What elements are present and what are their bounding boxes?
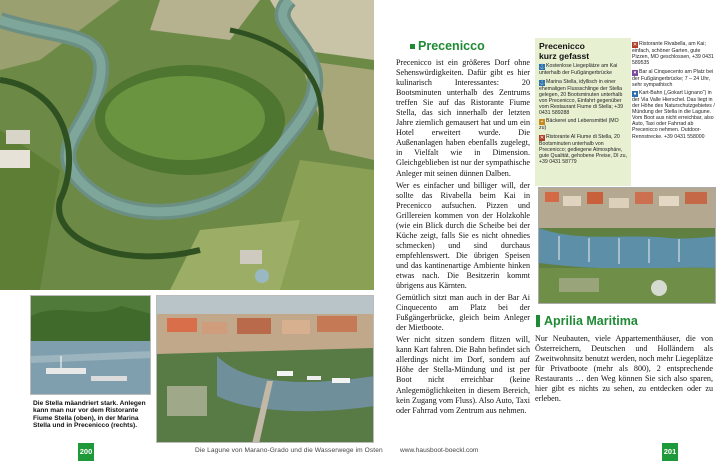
photo-caption: Die Stella mäandriert stark. Anlegen kann man nur vor dem Ristorante Fiume Stella (oben), in der Marina Stella und in Precenicco (rechts).: [30, 398, 152, 432]
infobox-item: ● Kart-Bahn („Gokart Lignano“) in der Via Valle Hierschel. Das liegt in der Höhe des Naturschutzgebietes / Mündung der Stella in die Lagune. Vom Boot aus nicht erreichbar, also Auto, Taxi oder Fahrrad ab Precenicco nehmen. Outdoor-Rennstrecke. +39 0431 558000: [632, 90, 715, 140]
heading-text: Aprilia Maritima: [544, 314, 638, 328]
restaurant-icon: ✕: [632, 42, 638, 48]
kart-icon: ●: [633, 91, 637, 98]
paragraph: Gemütlich sitzt man auch in der Bar Ai Cinquecento am Platz bei der Fußgängerbrücke, gleich beim Anleger der Mietboote.: [396, 293, 530, 333]
page-number-right: 201: [662, 443, 678, 461]
bullet-icon: [410, 44, 415, 49]
section-heading-precenicco: [410, 39, 485, 53]
infobox-column-2: [632, 41, 716, 142]
footer-title: Die Lagune von Marano-Grado und die Wasserwege im Osten: [195, 447, 383, 454]
infobox-item: ✕ Ristorante Rivabella, am Kai; einfach, schöner Garten, gute Pizzen, MO geschlossen, +39 0431 589535: [632, 41, 714, 67]
shop-icon: ▪: [539, 119, 545, 125]
infobox-item: ⚓Kostenlose Liegeplätze am Kai unterhalb der Fußgängerbrücke: [539, 63, 618, 76]
infobox-item: ⚓Marina Stella, idyllisch in einer ehemaligen Flussschlinge der Stella gelegen, 20 Bootsminuten unterhalb von Precenicco, Einfahrt gegenüber vom Restaurant Fiume di Stella; +39 0431 589288: [539, 78, 624, 116]
infobox-kurz-gefasst: [535, 38, 631, 186]
page-number-left: 200: [78, 443, 94, 461]
footer-url: www.hausboot-boeckl.com: [400, 447, 479, 454]
photo-precenicco-town: [156, 295, 374, 443]
section-heading-aprilia-maritima: [536, 314, 638, 328]
anchor-icon: ⚓: [539, 79, 546, 86]
paragraph: Nur Neubauten, viele Appartementhäuser, die von Österreichern, Deutschen und Holländern als Zweitwohnsitz benutzt werden, noch mehr Liegeplätze für Privatboote (mehr als 800), 2 entsprechende Restaurants … den Weg können Sie sich also sparen, hier gibt es nichts zu sehen, zu entdecken oder zu erleben.: [535, 334, 713, 404]
infobox-item: ✕ Ristorante Al Fiume di Stella, 20 Bootsminuten unterhalb von Precenicco; gediegene Atmosphäre, gute Qualität, gehobene Preise, DI zu, +39 0431 58779: [539, 133, 627, 165]
photo-aprilia-marina: [538, 187, 716, 304]
aerial-photo-river-meander: [0, 0, 374, 290]
heading-text: Precenicco: [418, 39, 485, 53]
paragraph: Precenicco ist ein größeres Dorf ohne Sehenswürdigkeiten. Dafür gibt es hier kulinarisch Interessantes: 20 Bootsminuten unterhalb des Zentrums treffen Sie auf das Ristorante Fiume Stella, das sich innerhalb der letzten Jahre ziemlich gemausert hat und um ein Hotel erweitert wurde. Die Außenanlagen haben ebenfalls zugelegt, in Vielfalt wie in Dimension. Gleichgeblieben ist nur der sympathische Anleger mit seinen dünnen Dalben.: [396, 58, 530, 178]
infobox-item: ▪ Bäckerei und Lebensmittel (MO zu): [539, 118, 619, 132]
infobox-item: ▾ Bar al Cinquecento am Platz bei der Fußgängerbrücke; 7 – 24 Uhr, sehr sympathisch: [632, 68, 714, 88]
paragraph: Wer es einfacher und billiger will, der sollte das Rivabella beim Kai in Precenicco aufsuchen. Pizzen und Grillereien kommen von der Holzkohle (wie ein Blick durch die Scheibe bei der Küche zeigt, falls Sie es nicht ohnedies schmecken) und sind durchaus empfehlenswert. Die übrigen Speisen und das kantinenartige Ambiente hinken etwas nach. Die Besitzerin kommt übrigens aus Kärnten.: [396, 180, 530, 291]
anchor-icon: ⚓: [539, 64, 546, 70]
photo-riverbank-boats: [30, 295, 151, 395]
bullet-icon: [536, 315, 540, 327]
section-body-aprilia: [535, 334, 713, 404]
section-body-precenicco: [396, 58, 530, 416]
bar-icon: ▾: [633, 69, 637, 76]
infobox-title: Precenicco kurz gefasst: [539, 41, 590, 61]
paragraph: Wer nicht sitzen sondern flitzen will, kann Kart fahren. Die Bahn befindet sich allerdings nicht im Dorf, sondern auf Höhe der Stella-Mündung und ist per Boot nicht erreichbar (keine Anlegemöglichkeiten in diesem Bereich, kein Zugang vom Fluss). Also Auto, Taxi oder Fahrrad vom Zentrum aus nehmen.: [396, 335, 530, 415]
restaurant-icon: ✕: [539, 134, 545, 141]
